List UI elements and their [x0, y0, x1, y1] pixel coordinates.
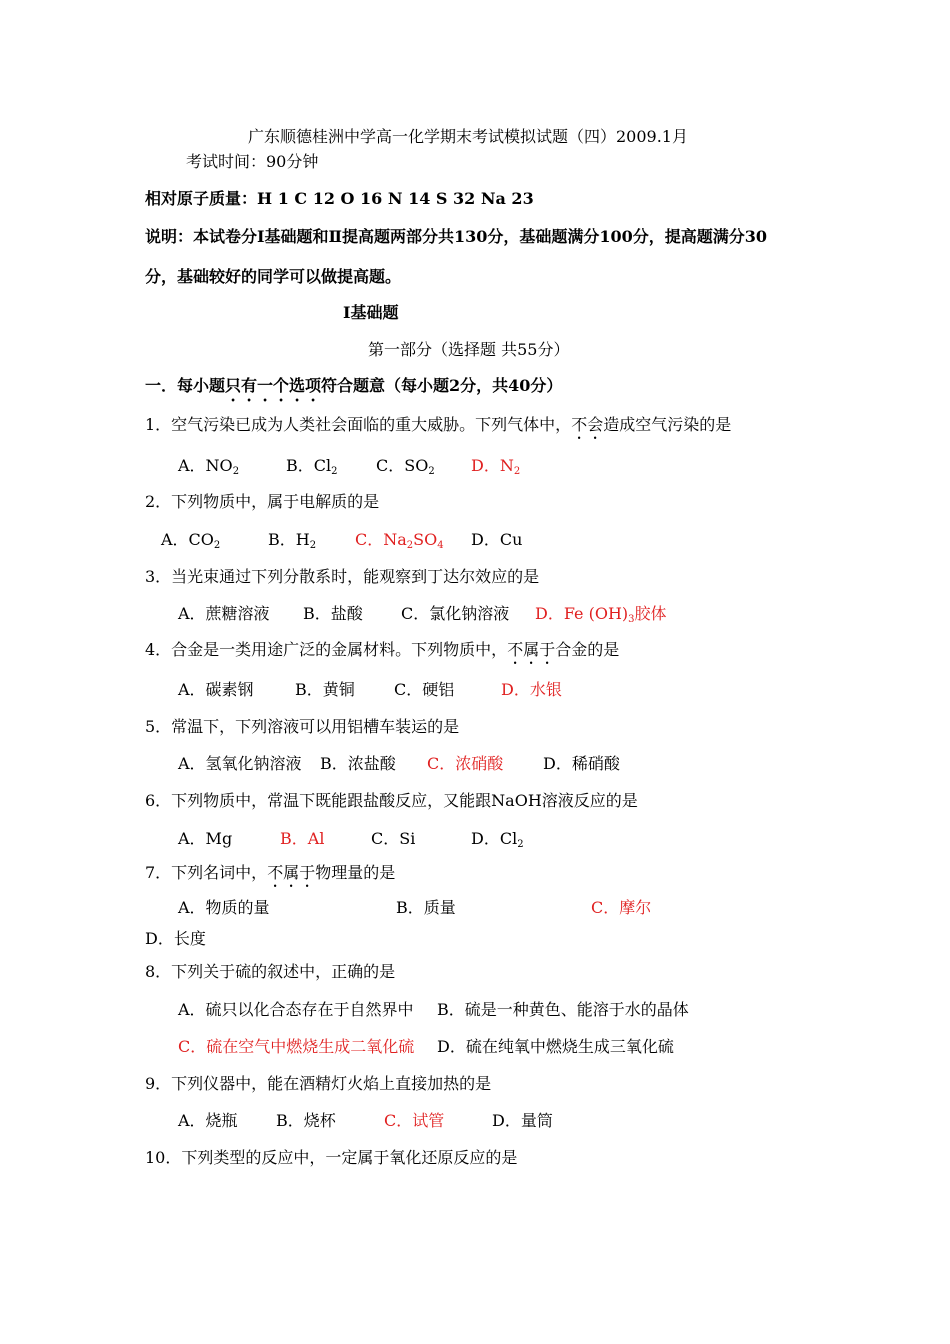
q1-option-b-sub: 2: [331, 466, 338, 477]
part-title: 第一部分（选择题 共55分）: [368, 340, 570, 359]
instructions-pre: 一．每小题: [145, 376, 226, 395]
q9-stem: 9．下列仪器中，能在酒精灯火焰上直接加热的是: [145, 1074, 492, 1093]
q1-option-c-sub: 2: [428, 466, 435, 477]
q3-option-d-sub: 3: [628, 614, 635, 625]
q2-option-b: [268, 530, 316, 550]
q4-option-a: A．碳素钢: [178, 680, 254, 699]
q7-stem-emphasis: 不属于: [267, 863, 316, 882]
q3-option-d-text1: D．Fe (OH): [535, 604, 629, 623]
q1-stem-emphasis: 不会: [571, 415, 604, 434]
q4-stem-post: 合金的是: [555, 640, 620, 659]
q4-option-c: C．硬铝: [394, 680, 455, 699]
q2-stem: 2．下列物质中，属于电解质的是: [145, 492, 380, 511]
q4-stem: [145, 640, 619, 668]
exam-time: 考试时间：90分钟: [186, 152, 319, 171]
q6-option-b-answer: B．Al: [280, 829, 325, 848]
q3-option-b: B．盐酸: [303, 604, 363, 623]
q3-option-d-answer: [535, 604, 667, 624]
exam-title: 广东顺德桂洲中学高一化学期末考试模拟试题（四）2009.1月: [248, 127, 688, 146]
q8-option-a: A．硫只以化合态存在于自然界中: [178, 1000, 414, 1019]
note-line-1: 说明：本试卷分Ⅰ基础题和Ⅱ提高题两部分共130分，基础题满分100分，提高题满分30: [145, 227, 768, 246]
q2-option-c-sub1: 2: [406, 540, 414, 551]
q4-stem-pre: 4．合金是一类用途广泛的金属材料。下列物质中，: [145, 640, 508, 659]
q6-stem: 6．下列物质中，常温下既能跟盐酸反应，又能跟NaOH溶液反应的是: [145, 791, 638, 810]
q8-stem: 8．下列关于硫的叙述中，正确的是: [145, 962, 396, 981]
q1-option-a-sub: 2: [232, 466, 240, 477]
q5-stem: 5．常温下，下列溶液可以用铝槽车装运的是: [145, 717, 460, 736]
instructions-post: 符合题意（每小题2分，共40分）: [321, 376, 563, 395]
q2-option-c-sub2: 4: [437, 540, 444, 551]
q9-option-b: B．烧杯: [276, 1111, 336, 1130]
q4-stem-emphasis: 不属于: [507, 640, 556, 659]
q2-option-a: [161, 530, 220, 550]
q1-option-d-answer: [471, 456, 520, 476]
q2-option-a-text: A．CO: [161, 530, 214, 549]
instructions-emphasis: 只有一个选项: [225, 376, 322, 395]
q7-stem-pre: 7．下列名词中，: [145, 863, 268, 882]
q5-option-b: B．浓盐酸: [320, 754, 396, 773]
q8-option-c-answer: C．硫在空气中燃烧生成二氧化硫: [178, 1037, 415, 1056]
q3-option-c: C．氯化钠溶液: [401, 604, 510, 623]
q1-option-c-text: C．SO: [376, 456, 429, 475]
q1-option-b: [286, 456, 338, 476]
q7-option-a: A．物质的量: [178, 898, 270, 917]
q8-option-b: B．硫是一种黄色、能溶于水的晶体: [437, 1000, 689, 1019]
q7-option-d: D．长度: [145, 929, 206, 948]
q1-stem: [145, 415, 731, 443]
q2-option-c-text2: SO: [413, 530, 438, 549]
q6-option-a: A．Mg: [178, 829, 233, 848]
instructions: [145, 376, 562, 405]
q9-option-a: A．烧瓶: [178, 1111, 238, 1130]
q2-option-d: D．Cu: [471, 530, 523, 549]
q1-option-c: [376, 456, 435, 476]
q5-option-c-answer: C．浓硝酸: [427, 754, 504, 773]
q1-option-a-text: A．NO: [178, 456, 233, 475]
q7-stem: [145, 863, 395, 891]
note-line-2: 分，基础较好的同学可以做提高题。: [145, 267, 402, 286]
q2-option-b-sub: 2: [309, 540, 317, 551]
q4-option-b: B．黄铜: [295, 680, 355, 699]
q9-option-d: D．量筒: [492, 1111, 553, 1130]
q1-option-a: [178, 456, 239, 476]
q6-option-d-text: D．Cl: [471, 829, 518, 848]
q1-stem-post: 造成空气污染的是: [603, 415, 732, 434]
q2-option-a-sub: 2: [213, 540, 221, 551]
q4-option-d-answer: D．水银: [501, 680, 562, 699]
q1-option-d-text: D．N: [471, 456, 514, 475]
q1-stem-pre: 1．空气污染已成为人类社会面临的重大威胁。下列气体中，: [145, 415, 572, 434]
atomic-mass: 相对原子质量：H 1 C 12 O 16 N 14 S 32 Na 23: [145, 189, 534, 208]
q2-option-c-answer: [355, 530, 444, 550]
q6-option-d-sub: 2: [517, 839, 524, 850]
q8-option-d: D．硫在纯氧中燃烧生成三氧化硫: [437, 1037, 674, 1056]
q3-option-a: A．蔗糖溶液: [178, 604, 270, 623]
q10-stem: 10．下列类型的反应中，一定属于氧化还原反应的是: [145, 1148, 518, 1167]
q1-option-d-sub: 2: [513, 466, 521, 477]
q7-option-c-answer: C．摩尔: [591, 898, 652, 917]
q2-option-c-text1: C．Na: [355, 530, 407, 549]
section-title: Ⅰ基础题: [343, 303, 399, 322]
q2-option-b-text: B．H: [268, 530, 310, 549]
q7-option-b: B．质量: [396, 898, 456, 917]
q3-stem: 3．当光束通过下列分散系时，能观察到丁达尔效应的是: [145, 567, 540, 586]
q5-option-d: D．稀硝酸: [543, 754, 620, 773]
q9-option-c-answer: C．试管: [384, 1111, 445, 1130]
q7-stem-post: 物理量的是: [315, 863, 396, 882]
q5-option-a: A．氢氧化钠溶液: [178, 754, 302, 773]
q6-option-d: [471, 829, 524, 849]
q3-option-d-text2: 胶体: [634, 604, 667, 623]
q1-option-b-text: B．Cl: [286, 456, 332, 475]
q6-option-c: C．Si: [371, 829, 416, 848]
